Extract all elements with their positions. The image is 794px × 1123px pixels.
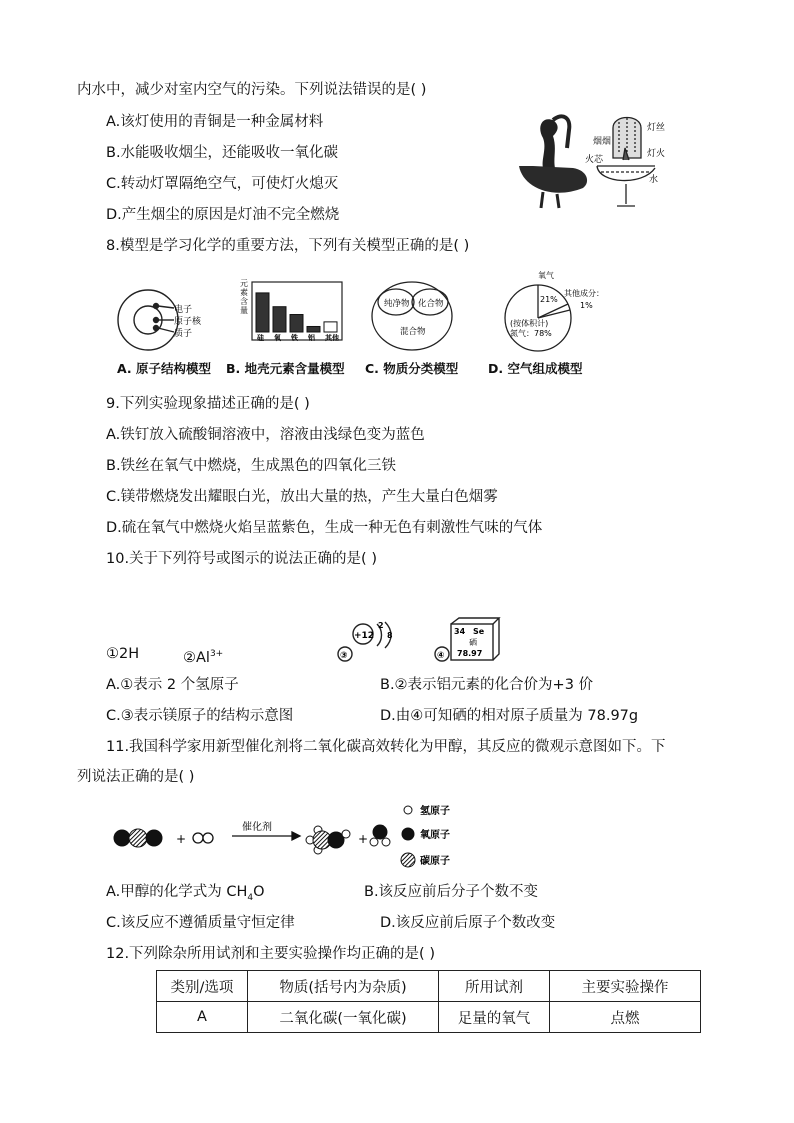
air-composition-pie — [505, 285, 571, 351]
q7-option-c: C.转动灯罩隔绝空气，可使灯火熄灭 — [106, 176, 339, 192]
pie-n2-note: (按体积计) — [510, 319, 549, 328]
plus-2: + — [358, 832, 369, 846]
bar-label-铝: 铝 — [308, 334, 315, 342]
bronze-lamp-figure — [513, 108, 673, 214]
q7-option-d: D.产生烟尘的原因是灯油不完全燃烧 — [106, 207, 340, 223]
header-cell: 主要实验操作 — [550, 971, 701, 1002]
q7-option-a: A.该灯使用的青铜是一种金属材料 — [106, 114, 324, 130]
reaction-arrow — [232, 832, 300, 840]
goose-lamp-icon — [519, 116, 587, 208]
q9-option-b: B.铁丝在氧气中燃烧，生成黑色的四氧化三铁 — [106, 458, 397, 474]
q11-stem-line1: 11.我国科学家用新型催化剂将二氧化碳高效转化为甲醇，其反应的微观示意图如下。下 — [106, 739, 666, 755]
pie-n2-value: 氮气：78% — [510, 329, 552, 338]
q9-option-c: C.镁带燃烧发出耀眼白光，放出大量的热，产生大量白色烟雾 — [106, 489, 498, 505]
co2-molecule-icon — [114, 829, 162, 847]
q12-stem: 12.下列除杂所用试剂和主要实验操作均正确的是( ) — [106, 946, 435, 962]
q9-option-a: A.铁钉放入硫酸铜溶液中，溶液由浅绿色变为蓝色 — [106, 427, 425, 443]
q8-stem: 8.模型是学习化学的重要方法，下列有关模型正确的是( ) — [106, 238, 470, 254]
bar-硅 — [256, 293, 269, 332]
venn-bottom-label: 混合物 — [400, 327, 426, 337]
matter-classification-venn — [372, 282, 452, 350]
bar-label-其他: 其他 — [325, 334, 339, 342]
h2-molecule-icon — [193, 833, 213, 843]
q10-option-a: A.①表示 2 个氢原子 — [106, 677, 239, 693]
q9-stem: 9.下列实验现象描述正确的是( ) — [106, 396, 310, 412]
label-smoke: 烟烟 — [593, 137, 612, 147]
q12-table — [156, 970, 701, 1033]
bar-铁 — [290, 315, 303, 332]
bar-铝 — [307, 326, 320, 332]
q10-option-c: C.③表示镁原子的结构示意图 — [106, 708, 294, 724]
table-row — [157, 1002, 701, 1033]
pie-other-pct: 1% — [580, 301, 593, 310]
q11-option-d: D.该反应前后原子个数改变 — [380, 915, 556, 931]
venn-right-label: 化合物 — [418, 299, 444, 309]
pie-o2-label: 氧气 — [538, 271, 554, 280]
caption-a: A. 原子结构模型 — [117, 361, 212, 376]
q11-option-b: B.该反应前后分子个数不变 — [364, 884, 539, 900]
caption-b: B. 地壳元素含量模型 — [226, 361, 345, 376]
methanol-molecule-icon — [306, 826, 350, 854]
water-molecule-icon — [370, 825, 390, 846]
atom-label-nucleus: 原子核 — [174, 317, 202, 327]
item3-e1: 2 — [378, 621, 384, 630]
atom-label-electron: 电子 — [174, 305, 193, 315]
q10-item2: $②Al^{3+}$ — [183, 649, 224, 666]
legend-oxygen: 氧原子 — [420, 830, 450, 841]
label-water: 水 — [649, 175, 659, 185]
table-cell: 二氧化碳(一氧化碳) — [248, 1002, 439, 1033]
legend-carbon: 碳原子 — [420, 856, 450, 867]
table-header-row — [157, 971, 701, 1002]
q11-option-a: A.甲醇的化学式为 $CH_4O$ — [106, 884, 265, 903]
caption-d: D. 空气组成模型 — [488, 361, 583, 376]
q11-option-c: C.该反应不遵循质量守恒定律 — [106, 915, 295, 931]
plus-1: + — [176, 832, 187, 846]
legend — [401, 806, 415, 867]
cell-number: 34 — [454, 627, 466, 636]
reaction-diagram — [112, 798, 472, 870]
q7-option-b: B.水能吸收烟尘，还能吸收一氧化碳 — [106, 145, 339, 161]
q8-models-figure — [112, 271, 604, 351]
cell-symbol: Se — [473, 627, 485, 636]
bar-其他 — [324, 322, 337, 332]
table-cell: 足量的氧气 — [439, 1002, 550, 1033]
pie-other-label: 其他成分： — [564, 289, 604, 298]
item3-num: ③ — [340, 651, 348, 661]
label-fire-core: 火芯 — [585, 155, 604, 165]
item3-e2: 8 — [387, 631, 393, 640]
item4-num: ④ — [437, 651, 445, 661]
header-cell: 类别/选项 — [157, 971, 248, 1002]
cell-mass: 78.97 — [457, 649, 483, 658]
table-cell: A — [157, 1002, 248, 1033]
q10-option-b: B.②表示铝元素的化合价为+3 价 — [380, 677, 594, 693]
table-cell: 点燃 — [550, 1002, 701, 1033]
q10-option-d: D.由④可知硒的相对原子质量为 78.97g — [380, 708, 639, 724]
item3-nucleus: +12 — [354, 631, 375, 641]
crust-element-bar-chart — [240, 279, 342, 342]
q10-item1: ①2H — [106, 646, 140, 662]
q10-item2-sup: 3+ — [209, 649, 224, 659]
bar-氧 — [273, 307, 286, 332]
header-cell: 物质(括号内为杂质) — [248, 971, 439, 1002]
venn-left-label: 纯净物 — [384, 299, 410, 309]
q11-option-a-sub: 4 — [247, 892, 254, 903]
q7-stem: 内水中，减少对室内空气的污染。下列说法错误的是( ) — [77, 82, 427, 98]
q10-stem: 10.关于下列符号或图示的说法正确的是( ) — [106, 551, 377, 567]
bar-label-铁: 铁 — [291, 334, 298, 342]
atom-model-icon — [118, 290, 178, 350]
header-cell: 所用试剂 — [439, 971, 550, 1002]
bar-label-氧: 氧 — [274, 334, 281, 342]
q11-stem-line2: 列说法正确的是( ) — [77, 769, 195, 785]
q9-option-d: D.硫在氧气中燃烧火焰呈蓝紫色，生成一种无色有刺激性气味的气体 — [106, 520, 543, 536]
label-lamp-wick: 灯丝 — [647, 123, 666, 133]
q10-figures — [335, 616, 510, 664]
cell-name: 硒 — [469, 638, 477, 647]
bar-ylabel: 元素含量 — [240, 279, 248, 315]
caption-c: C. 物质分类模型 — [365, 361, 459, 376]
label-flame: 灯火 — [647, 149, 666, 159]
legend-hydrogen: 氢原子 — [420, 806, 450, 817]
bar-label-硅: 硅 — [257, 334, 264, 342]
atom-label-proton: 质子 — [174, 329, 193, 339]
catalyst-label: 催化剂 — [242, 822, 272, 833]
pie-o2-pct: 21% — [540, 295, 558, 304]
